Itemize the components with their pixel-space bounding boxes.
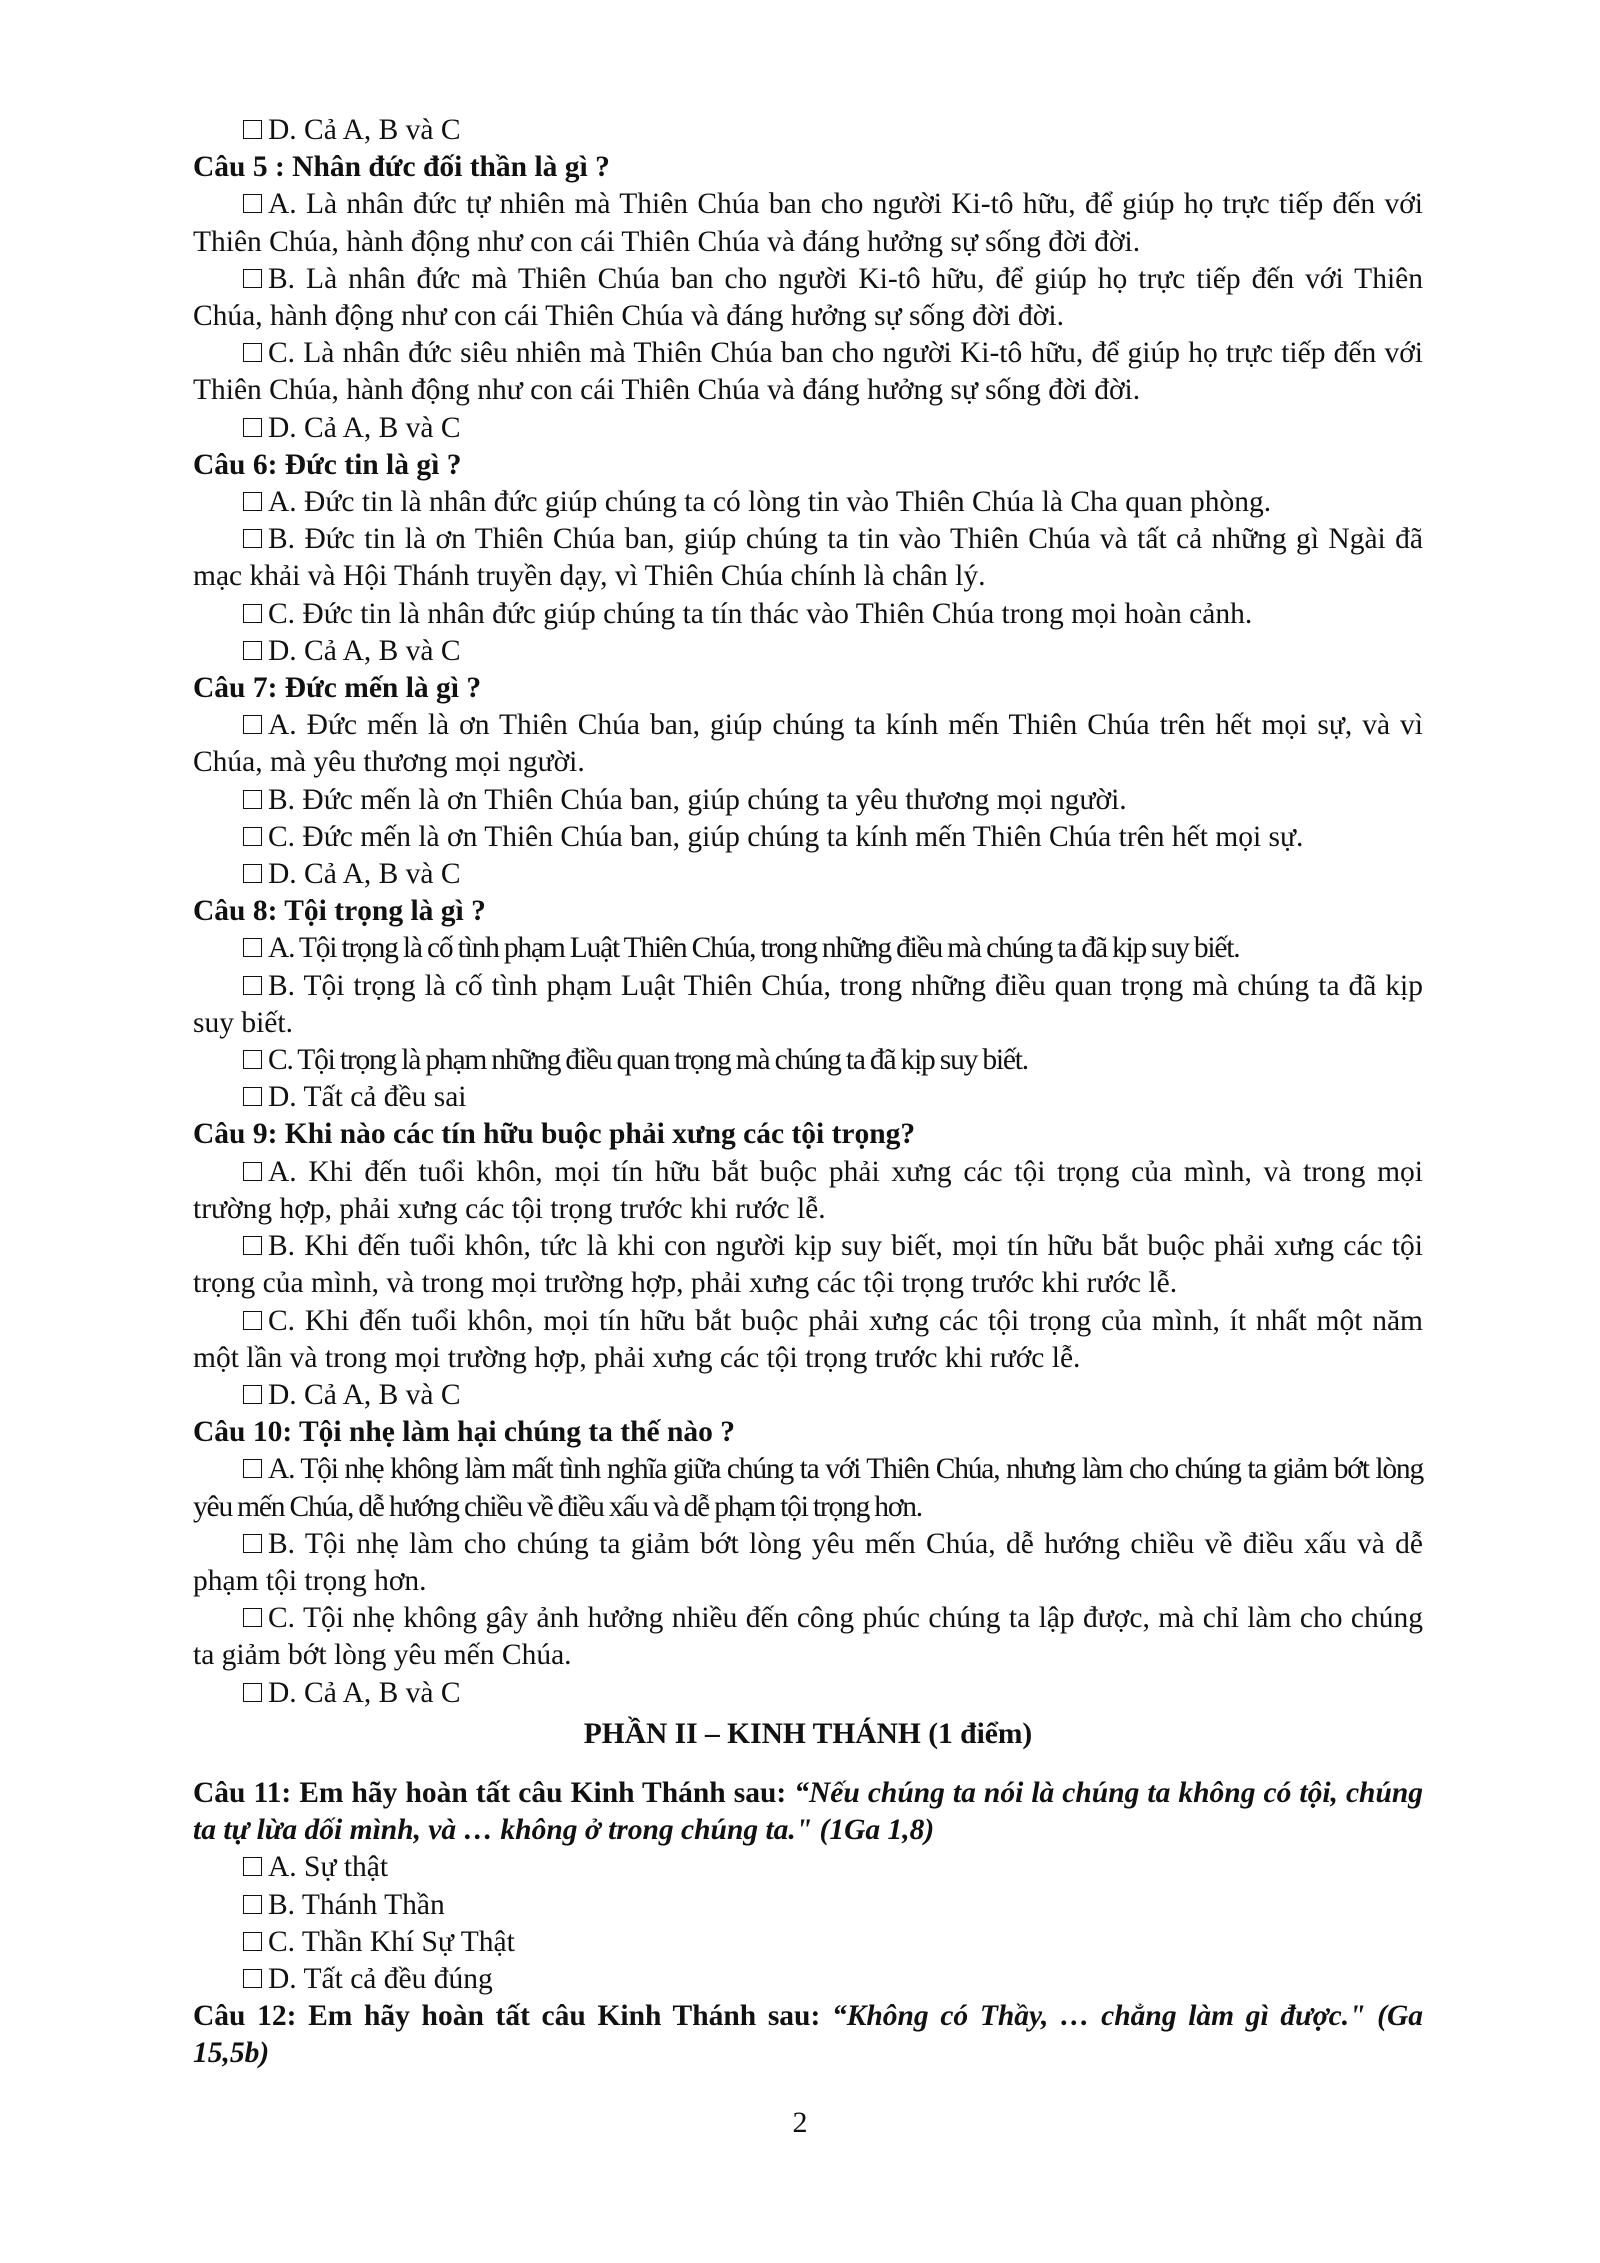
checkbox[interactable] <box>243 864 262 883</box>
checkbox[interactable] <box>243 529 262 548</box>
q7-option-a[interactable]: A. Đức mến là ơn Thiên Chúa ban, giúp chúng ta kính mến Thiên Chúa trên hết mọi sự, và vì Chúa, mà yêu thương mọi người. <box>193 709 1423 779</box>
q9-option-d[interactable]: D. Cả A, B và C <box>193 1377 1423 1414</box>
checkbox[interactable] <box>243 827 262 846</box>
q6-option-d[interactable]: D. Cả A, B và C <box>193 633 1423 670</box>
checkbox[interactable] <box>243 194 262 213</box>
section-2-heading: PHẦN II – KINH THÁNH (1 điểm) <box>583 1717 1033 1750</box>
q8-option-a[interactable]: A. Tội trọng là cố tình phạm Luật Thiên Chúa, trong những điều mà chúng ta đã kịp suy biết. <box>193 930 1423 967</box>
question-9-title: Câu 9: Khi nào các tín hữu buộc phải xưng các tội trọng? <box>193 1118 916 1151</box>
checkbox[interactable] <box>243 604 262 623</box>
checkbox[interactable] <box>243 641 262 660</box>
checkbox[interactable] <box>243 938 262 957</box>
q8-option-b[interactable]: B. Tội trọng là cố tình phạm Luật Thiên Chúa, trong những điều quan trọng mà chúng ta đã kịp suy biết. <box>193 969 1423 1039</box>
checkbox[interactable] <box>243 1932 262 1951</box>
checkbox[interactable] <box>243 976 262 995</box>
q9-option-a[interactable]: A. Khi đến tuổi khôn, mọi tín hữu bắt buộc phải xưng các tội trọng của mình, và trong mọi trường hợp, phải xưng các tội trọng trước khi rước lễ. <box>193 1155 1423 1225</box>
checkbox[interactable] <box>243 1311 262 1330</box>
q8-option-d[interactable]: D. Tất cả đều sai <box>193 1079 1423 1116</box>
q6-option-a[interactable]: A. Đức tin là nhân đức giúp chúng ta có lòng tin vào Thiên Chúa là Cha quan phòng. <box>193 484 1423 521</box>
question-6-title: Câu 6: Đức tin là gì ? <box>193 448 462 481</box>
page-number: 2 <box>792 2106 808 2139</box>
checkbox[interactable] <box>243 1534 262 1553</box>
checkbox[interactable] <box>243 492 262 511</box>
q6-option-b[interactable]: B. Đức tin là ơn Thiên Chúa ban, giúp chúng ta tin vào Thiên Chúa và tất cả những gì Ngài đã mạc khải và Hội Thánh truyền dạy, vì Thiên Chúa chính là chân lý. <box>193 523 1423 593</box>
question-8-title: Câu 8: Tội trọng là gì ? <box>193 895 486 928</box>
checkbox[interactable] <box>243 1608 262 1627</box>
checkbox[interactable] <box>243 715 262 734</box>
q8-option-c[interactable]: C. Tội trọng là phạm những điều quan trọng mà chúng ta đã kịp suy biết. <box>193 1042 1423 1079</box>
question-5-title: Câu 5 : Nhân đức đối thần là gì ? <box>193 151 610 184</box>
checkbox[interactable] <box>243 1683 262 1702</box>
q10-option-a[interactable]: A. Tội nhẹ không làm mất tình nghĩa giữa chúng ta với Thiên Chúa, nhưng làm cho chúng ta giảm bớt lòng yêu mến Chúa, dễ hướng chiều về điều xấu và dễ phạm tội trọng hơn. <box>193 1453 1423 1523</box>
checkbox[interactable] <box>243 1969 262 1988</box>
q7-option-c[interactable]: C. Đức mến là ơn Thiên Chúa ban, giúp chúng ta kính mến Thiên Chúa trên hết mọi sự. <box>193 819 1423 856</box>
q5-option-d[interactable]: D. Cả A, B và C <box>193 410 1423 447</box>
q10-option-b[interactable]: B. Tội nhẹ làm cho chúng ta giảm bớt lòng yêu mến Chúa, dễ hướng chiều về điều xấu và dễ phạm tội trọng hơn. <box>193 1527 1423 1597</box>
checkbox[interactable] <box>243 418 262 437</box>
option-prev-d[interactable]: D. Cả A, B và C <box>193 112 1423 149</box>
checkbox[interactable] <box>243 1236 262 1255</box>
q7-option-d[interactable]: D. Cả A, B và C <box>193 856 1423 893</box>
checkbox[interactable] <box>243 1459 262 1478</box>
q10-option-c[interactable]: C. Tội nhẹ không gây ảnh hưởng nhiều đến công phúc chúng ta lập được, mà chỉ làm cho chúng ta giảm bớt lòng yêu mến Chúa. <box>193 1602 1423 1672</box>
checkbox[interactable] <box>243 343 262 362</box>
question-11-title: Câu 11: Em hãy hoàn tất câu Kinh Thánh sau: “Nếu chúng ta nói là chúng ta không có tội, chúng ta tự lừa dối mình, và … không ở trong chúng ta." (1Ga 1,8) <box>193 1776 1424 1847</box>
q9-option-c[interactable]: C. Khi đến tuổi khôn, mọi tín hữu bắt buộc phải xưng các tội trọng của mình, ít nhất một năm một lần và trong mọi trường hợp, phải xưng các tội trọng trước khi rước lễ. <box>193 1304 1423 1374</box>
checkbox[interactable] <box>243 790 262 809</box>
checkbox[interactable] <box>243 1050 262 1069</box>
checkbox[interactable] <box>243 1162 262 1181</box>
checkbox[interactable] <box>243 1857 262 1876</box>
q11-option-a[interactable]: A. Sự thật <box>193 1849 1423 1886</box>
checkbox[interactable] <box>243 120 262 139</box>
q11-option-d[interactable]: D. Tất cả đều đúng <box>193 1961 1423 1998</box>
q6-option-c[interactable]: C. Đức tin là nhân đức giúp chúng ta tín thác vào Thiên Chúa trong mọi hoàn cảnh. <box>193 596 1423 633</box>
q9-option-b[interactable]: B. Khi đến tuổi khôn, tức là khi con người kịp suy biết, mọi tín hữu bắt buộc phải xưng các tội trọng của mình, và trong mọi trường hợp, phải xưng các tội trọng trước khi rước lễ. <box>193 1230 1423 1300</box>
question-7-title: Câu 7: Đức mến là gì ? <box>193 672 482 705</box>
q10-option-d[interactable]: D. Cả A, B và C <box>193 1675 1423 1712</box>
checkbox[interactable] <box>243 1087 262 1106</box>
checkbox[interactable] <box>243 1385 262 1404</box>
q11-option-b[interactable]: B. Thánh Thần <box>193 1887 1423 1924</box>
checkbox[interactable] <box>243 269 262 288</box>
question-12-title: Câu 12: Em hãy hoàn tất câu Kinh Thánh sau: “Không có Thầy, … chẳng làm gì được." (Ga 15,5b) <box>193 2000 1423 2070</box>
question-10-title: Câu 10: Tội nhẹ làm hại chúng ta thế nào ? <box>193 1416 736 1449</box>
document-page <box>193 112 1423 2073</box>
q5-option-a[interactable]: A. Là nhân đức tự nhiên mà Thiên Chúa ban cho người Ki-tô hữu, để giúp họ trực tiếp đến với Thiên Chúa, hành động như con cái Thiên Chúa và đáng hưởng sự sống đời đời. <box>193 188 1423 258</box>
q11-option-c[interactable]: C. Thần Khí Sự Thật <box>193 1924 1423 1961</box>
q5-option-c[interactable]: C. Là nhân đức siêu nhiên mà Thiên Chúa ban cho người Ki-tô hữu, để giúp họ trực tiếp đến với Thiên Chúa, hành động như con cái Thiên Chúa và đáng hưởng sự sống đời đời. <box>193 337 1423 407</box>
q7-option-b[interactable]: B. Đức mến là ơn Thiên Chúa ban, giúp chúng ta yêu thương mọi người. <box>193 782 1423 819</box>
checkbox[interactable] <box>243 1895 262 1914</box>
q5-option-b[interactable]: B. Là nhân đức mà Thiên Chúa ban cho người Ki-tô hữu, để giúp họ trực tiếp đến với Thiên Chúa, hành động như con cái Thiên Chúa và đáng hưởng sự sống đời đời. <box>193 262 1423 333</box>
